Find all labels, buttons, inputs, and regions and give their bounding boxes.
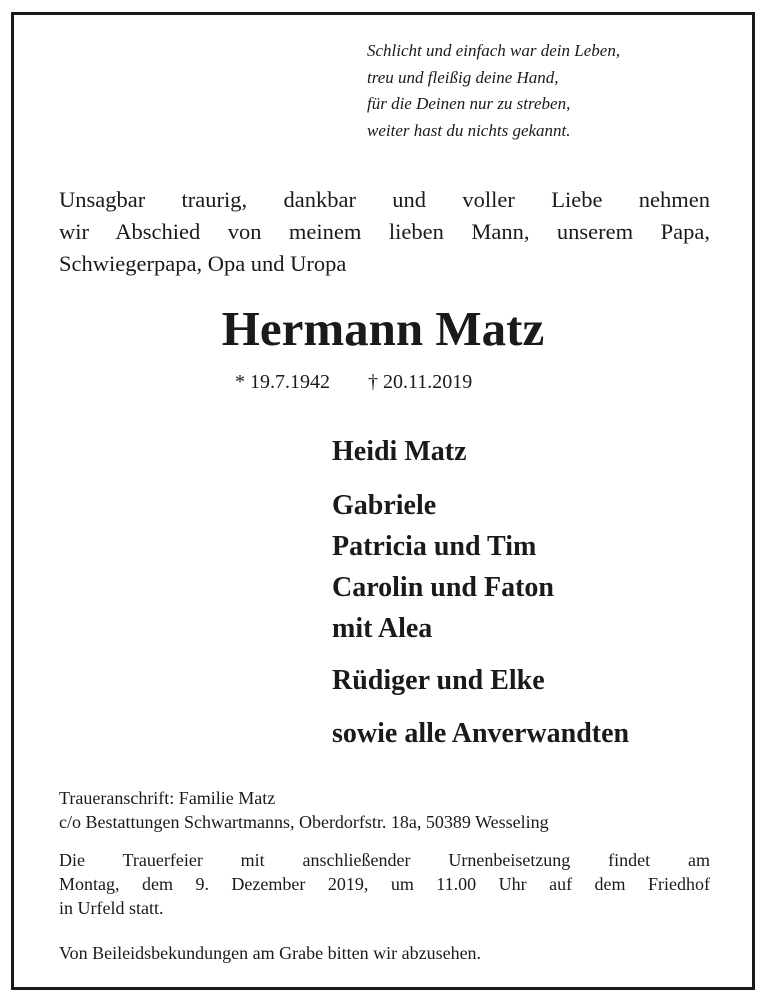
family-son: Rüdiger und Elke xyxy=(332,665,545,696)
poem-line: Schlicht und einfach war dein Leben, xyxy=(367,41,621,60)
intro-text xyxy=(59,184,710,280)
death-date: † 20.11.2019 xyxy=(368,371,473,393)
ceremony-line: Die Trauerfeier mit anschließender Urnenbeisetzung findet am xyxy=(59,850,710,870)
ceremony-info xyxy=(59,848,710,920)
address-line: Traueranschrift: Familie Matz xyxy=(59,788,276,808)
family-member: Gabriele xyxy=(332,490,437,521)
poem xyxy=(367,38,620,144)
intro-line: Schwiegerpapa, Opa und Uropa xyxy=(59,251,347,276)
poem-line: weiter hast du nichts gekannt. xyxy=(367,120,571,140)
life-dates xyxy=(235,368,472,396)
ceremony-line: Montag, dem 9. Dezember 2019, um 11.00 Uhr auf dem Friedhof xyxy=(59,874,710,894)
family-relatives: sowie alle Anverwandten xyxy=(332,718,630,749)
family-member: Patricia und Tim xyxy=(332,531,537,562)
family-group-children xyxy=(332,485,554,649)
ceremony-line: in Urfeld statt. xyxy=(59,898,164,918)
family-wife: Heidi Matz xyxy=(332,436,467,467)
intro-line: wir Abschied von meinem lieben Mann, unserem Papa, xyxy=(59,219,710,244)
family-member: mit Alea xyxy=(332,613,433,644)
condolence-note xyxy=(59,941,710,965)
address-line: c/o Bestattungen Schwartmanns, Oberdorfstr. 18a, 50389 Wesseling xyxy=(59,812,549,832)
family-member: Carolin und Faton xyxy=(332,572,554,603)
poem-line: für die Deinen nur zu streben, xyxy=(367,94,571,113)
intro-line: Unsagbar traurig, dankbar und voller Liebe nehmen xyxy=(59,187,710,212)
deceased-name: Hermann Matz xyxy=(221,301,545,356)
mourning-address xyxy=(59,786,710,834)
birth-date: * 19.7.1942 xyxy=(235,371,330,393)
condolence-text: Von Beileidsbekundungen am Grabe bitten wir abzusehen. xyxy=(59,943,482,963)
poem-line: treu und fleißig deine Hand, xyxy=(367,67,559,87)
